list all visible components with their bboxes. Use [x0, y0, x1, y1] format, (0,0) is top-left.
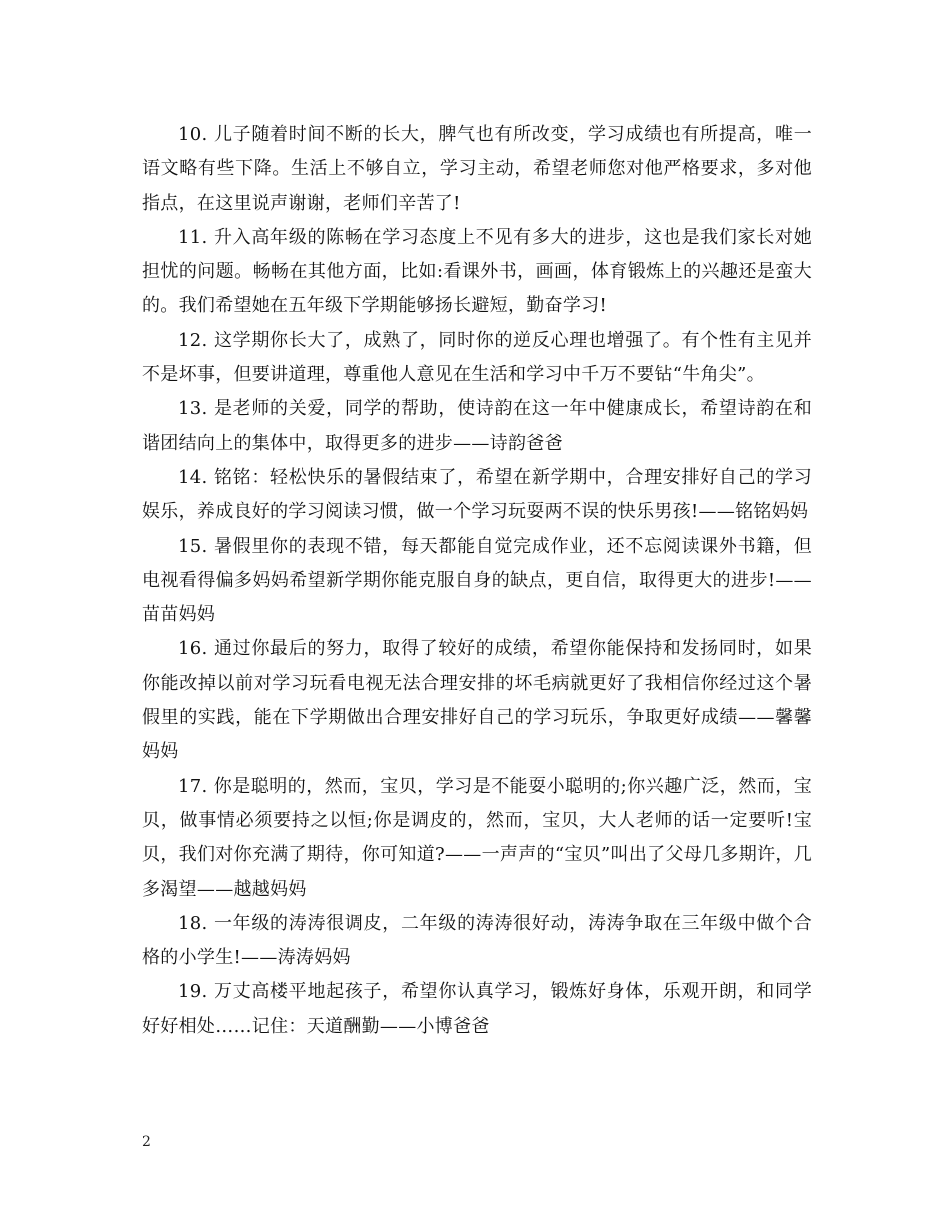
paragraph-17: 17. 你是聪明的，然而，宝贝，学习是不能耍小聪明的;你兴趣广泛，然而，宝贝，做事情必须要持之以恒;你是调皮的，然而，宝贝，大人老师的话一定要听!宝贝，我们对你充满了期待，你可知道?——一声声的“宝贝”叫出了父母几多期许，几多渴望——越越妈妈 [142, 775, 812, 900]
paragraph-18: 18. 一年级的涛涛很调皮，二年级的涛涛很好动，涛涛争取在三年级中做个合格的小学生!——涛涛妈妈 [142, 912, 812, 969]
paragraph-16: 16. 通过你最后的努力，取得了较好的成绩，希望你能保持和发扬同时，如果你能改掉以前对学习玩看电视无法合理安排的坏毛病就更好了我相信你经过这个暑假里的实践，能在下学期做出合理安排好自己的学习玩乐，争取更好成绩——馨馨妈妈 [142, 638, 812, 763]
paragraph-12: 12. 这学期你长大了，成熟了，同时你的逆反心理也增强了。有个性有主见并不是坏事，但要讲道理，尊重他人意见在生活和学习中千万不要钻“牛角尖”。 [142, 329, 812, 386]
paragraph-15: 15. 暑假里你的表现不错，每天都能自觉完成作业，还不忘阅读课外书籍，但电视看得偏多妈妈希望新学期你能克服自身的缺点，更自信，取得更大的进步!——苗苗妈妈 [142, 535, 812, 626]
paragraph-14: 14. 铭铭：轻松快乐的暑假结束了，希望在新学期中，合理安排好自己的学习娱乐，养成良好的学习阅读习惯，做一个学习玩耍两不误的快乐男孩!——铭铭妈妈 [142, 466, 812, 523]
paragraph-13: 13. 是老师的关爱，同学的帮助，使诗韵在这一年中健康成长，希望诗韵在和谐团结向上的集体中，取得更多的进步——诗韵爸爸 [142, 398, 812, 454]
paragraph-11: 11. 升入高年级的陈畅在学习态度上不见有多大的进步，这也是我们家长对她担忧的问题。畅畅在其他方面，比如:看课外书，画画，体育锻炼上的兴趣还是蛮大的。我们希望她在五年级下学期能够扬长避短，勤奋学习! [142, 226, 812, 317]
page-number: 2 [142, 1134, 151, 1150]
paragraph-19: 19. 万丈高楼平地起孩子，希望你认真学习，锻炼好身体，乐观开朗，和同学好好相处……记住：天道酬勤——小博爸爸 [142, 981, 812, 1037]
document-body [142, 118, 812, 1044]
paragraph-10: 10. 儿子随着时间不断的长大，脾气也有所改变，学习成绩也有所提高，唯一语文略有些下降。生活上不够自立，学习主动，希望老师您对他严格要求，多对他指点，在这里说声谢谢，老师们辛苦了! [142, 124, 812, 214]
